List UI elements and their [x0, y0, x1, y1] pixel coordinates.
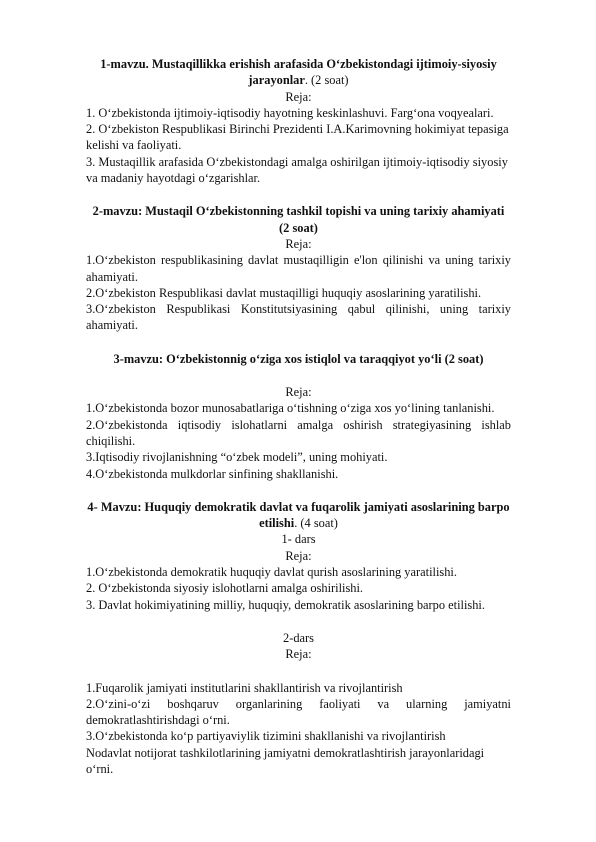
section-4-lesson-1-reja: Reja: [285, 548, 312, 563]
section-3-item: 2.O‘zbekistonda iqtisodiy islohatlarni amalga oshirish strategiyasining ishlab chiqilishi. [86, 417, 511, 448]
section-4-title-main: 4- Mavzu: Huquqiy demokratik davlat va fuqarolik jamiyati asoslarining barpo etilishi [87, 499, 510, 531]
section-4-lesson-2-item: 1.Fuqarolik jamiyati institutlarini shakllantirish va rivojlantirish [86, 680, 403, 695]
section-4-lesson-1-item: 3. Davlat hokimiyatining milliy, huquqiy, demokratik asoslarining barpo etilishi. [86, 597, 485, 612]
section-4-lesson-1-item: 2. O‘zbekistonda siyosiy islohotlarni amalga oshirilishi. [86, 581, 364, 596]
section-4-title [86, 499, 511, 532]
section-4-lesson-2-item: 3.O‘zbekistonda ko‘p partiyaviylik tizimini shakllanishi va rivojlantirish [86, 729, 446, 744]
section-2-item: 2.O‘zbekiston Respublikasi davlat mustaqilligi huquqiy asoslarining yaratilishi. [86, 285, 482, 300]
section-4-lesson-2-item: 2.O‘zini-o‘zi boshqaruv organlarining faoliyati va ularning jamiyatni demokratlashtirishdagi o‘rni. [86, 696, 511, 728]
section-1-item: 3. Mustaqillik arafasida O‘zbekistondagi amalga oshirilgan ijtimoiy-iqtisodiy siyosiy va madaniy hayotdagi o‘zgarishlar. [86, 154, 508, 186]
section-1-title-hours: . (2 soat) [304, 73, 349, 88]
section-2-item: 1.O‘zbekiston respublikasining davlat mustaqilligin e'lon qilinishi va uning tarixiy ahamiyati. [86, 253, 511, 284]
section-1-reja: Reja: [285, 89, 312, 104]
section-4-lesson-2-reja: Reja: [285, 647, 312, 662]
section-2-reja: Reja: [285, 236, 312, 251]
section-1-title-main: 1-mavzu. Mustaqillikka erishish arafasida O‘zbekistondagi ijtimoiy-siyosiy jarayonlar [100, 57, 497, 88]
section-4-lesson-2-item: Nodavlat notijorat tashkilotlarining jamiyatni demokratlashtirish jarayonlaridagi o‘rni. [86, 745, 485, 776]
section-1-item: 1. O‘zbekistonda ijtimoiy-iqtisodiy hayotning keskinlashuvi. Farg‘ona voqyealari. [86, 105, 494, 120]
section-4-lesson-1-item: 1.O‘zbekistonda demokratik huquqiy davlat qurish asoslarining yaratilishi. [86, 565, 457, 580]
section-1-title [86, 56, 511, 89]
section-3-item: 3.Iqtisodiy rivojlanishning “o‘zbek modeli”, uning mohiyati. [86, 450, 388, 465]
section-4-title-hours: . (4 soat) [294, 516, 338, 531]
section-4-lesson-1-label: 1- dars [281, 532, 316, 547]
section-3-title: 3-mavzu: O‘zbekistonnig o‘ziga xos istiqlol va taraqqiyot yo‘li (2 soat) [113, 351, 484, 366]
section-1-item: 2. O‘zbekiston Respublikasi Birinchi Prezidenti I.A.Karimovning hokimiyat tepasiga kelishi va faoliyati. [86, 122, 509, 153]
section-3-item: 1.O‘zbekistonda bozor munosabatlariga o‘tishning o‘ziga xos yo‘lining tanlanishi. [86, 401, 495, 416]
document-page [86, 56, 511, 777]
section-3-item: 4.O‘zbekistonda mulkdorlar sinfining shakllanishi. [86, 466, 339, 481]
section-2-item: 3.O‘zbekiston Respublikasi Konstitutsiyasining qabul qilinishi, uning tarixiy ahamiyati. [86, 302, 511, 333]
section-4-lesson-2-label: 2-dars [283, 630, 314, 645]
section-3-reja: Reja: [285, 385, 312, 400]
section-2-title: 2-mavzu: Mustaqil O‘zbekistonning tashkil topishi va uning tarixiy ahamiyati (2 soat) [92, 204, 505, 235]
